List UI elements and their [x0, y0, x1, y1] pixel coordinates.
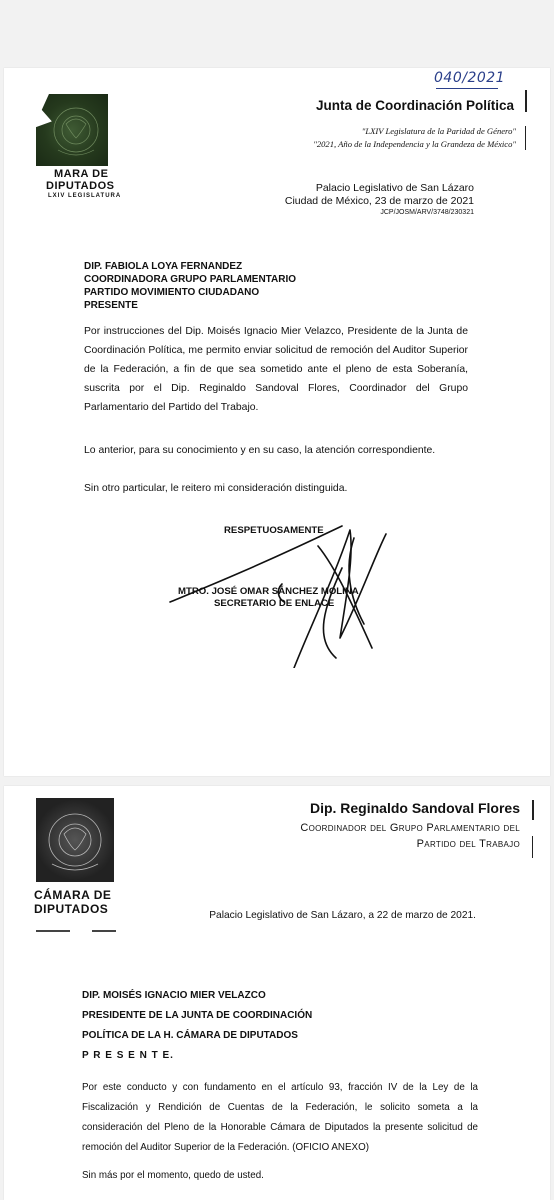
logo-line2: DIPUTADOS	[46, 180, 115, 192]
body-paragraph-1: Por instrucciones del Dip. Moisés Ignacio Mier Velazco, Presidente de la Junta de Coordinación Política, me permito enviar solicitud de remoción del Auditor Superior de la Federación, a fin de que sea sometido ante el pleno de esta Soberanía, suscrita por el Dip. Reginaldo Sandoval Flores, Coordinador del Grupo Parlamentario del Partido del Trabajo.	[84, 326, 468, 413]
logo2-underline-right	[92, 930, 116, 932]
recipient2-present: P R E S E N T E.	[82, 1050, 174, 1061]
sender-title-2: Partido del Trabajo	[416, 838, 520, 850]
handwritten-underline	[436, 88, 498, 89]
header-title: Junta de Coordinación Política	[315, 98, 514, 113]
camara-logo	[22, 92, 122, 212]
recipient-party: PARTIDO MOVIMIENTO CIUDADANO	[84, 287, 260, 298]
legislature-line: "LXIV Legislatura de la Paridad de Género"	[361, 126, 516, 136]
signer-title: SECRETARIO DE ENLACE	[214, 598, 335, 609]
year-line: "2021, Año de la Independencia y la Grandeza de México"	[313, 139, 516, 149]
eagle-seal-icon	[36, 94, 108, 166]
header-divider-2	[525, 126, 526, 150]
logo2-line1: CÁMARA DE	[34, 888, 112, 902]
recipient2-title-1: PRESIDENTE DE LA JUNTA DE COORDINACIÓN	[82, 1010, 313, 1021]
recipient-name: DIP. FABIOLA LOYA FERNANDEZ	[84, 261, 243, 272]
body-paragraph-3: Sin otro particular, le reitero mi consideración distinguida.	[84, 483, 348, 494]
eagle-seal-icon	[36, 798, 114, 882]
recipient2-title-2: POLÍTICA DE LA H. CÁMARA DE DIPUTADOS	[82, 1030, 298, 1041]
handwritten-signature	[164, 498, 404, 668]
closing-text: RESPETUOSAMENTE	[224, 525, 324, 536]
sender-title-1: Coordinador del Grupo Parlamentario del	[300, 822, 520, 834]
recipient-block	[84, 260, 296, 312]
place-date-line: Palacio Legislativo de San Lázaro, a 22 de marzo de 2021.	[209, 910, 476, 921]
sender-name: Dip. Reginaldo Sandoval Flores	[309, 800, 520, 816]
recipient-block-2	[82, 986, 312, 1066]
logo2-underline-left	[36, 930, 70, 932]
recipient-present: PRESENTE	[84, 300, 138, 311]
signer-name: MTRO. JOSÉ OMAR SÁNCHEZ MOLINA	[178, 586, 359, 597]
place-line: Palacio Legislativo de San Lázaro	[315, 182, 474, 194]
logo-line3: LXIV LEGISLATURA	[48, 193, 122, 199]
reference-line: JCP/JOSM/ARV/3748/230321	[380, 209, 474, 216]
header-divider	[525, 90, 527, 112]
date-line: Ciudad de México, 23 de marzo de 2021	[284, 195, 474, 207]
body-paragraph-2: Lo anterior, para su conocimiento y en su caso, la atención correspondiente.	[84, 445, 436, 456]
camara-logo-2	[34, 798, 134, 928]
body2-paragraph-1: Por este conducto y con fundamento en el artículo 93, fracción IV de la Ley de la Fiscalización y Rendición de Cuentas de la Federación, le solicito someta a la consideración del Pleno de la Honorable Cámara de Diputados la presente solicitud de remoción del Auditor Superior de la Federación. (OFICIO ANEXO)	[82, 1082, 478, 1153]
handwritten-number: 040/2021	[434, 70, 506, 86]
sender-divider	[532, 800, 534, 820]
logo2-line2: DIPUTADOS	[34, 902, 109, 916]
recipient-title: COORDINADORA GRUPO PARLAMENTARIO	[84, 274, 297, 285]
logo-line1: MARA DE	[54, 168, 109, 180]
sender-divider-2	[532, 836, 533, 858]
document-page-1	[4, 68, 550, 776]
recipient2-name: DIP. MOISÉS IGNACIO MIER VELAZCO	[82, 990, 266, 1001]
document-page-2	[4, 786, 550, 1200]
body2-paragraph-2: Sin más por el momento, quedo de usted.	[82, 1170, 264, 1181]
